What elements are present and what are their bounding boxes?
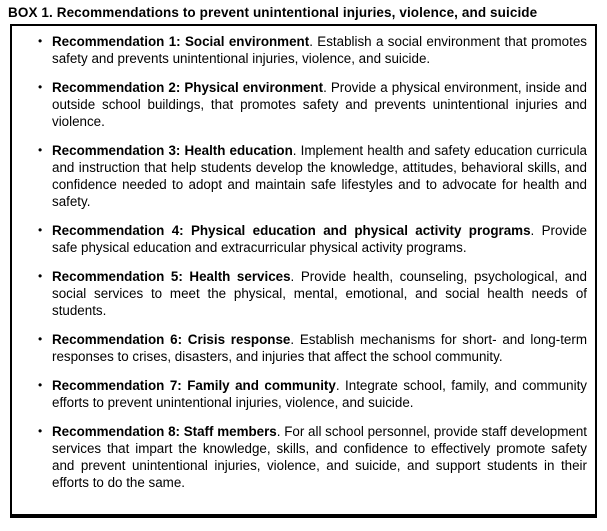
recommendation-heading: Recommendation 4: Physical education and physical activity programs [52, 223, 531, 238]
recommendation-item-3 [38, 142, 587, 210]
recommendation-item-7 [38, 377, 587, 411]
bullet-icon: • [38, 223, 43, 237]
recommendation-item-6 [38, 331, 587, 365]
recommendation-text [52, 33, 587, 67]
recommendation-text [52, 268, 587, 319]
bullet-icon: • [38, 424, 43, 438]
recommendation-heading: Recommendation 5: Health services [52, 269, 291, 284]
recommendation-body: . Implement health and safety education curricula and instruction that help students develop the knowledge, attitudes, behavioral skills, and confidence needed to adopt and maintain safe lifestyles and to advocate for health and safety. [52, 143, 587, 209]
recommendation-body: . Provide safe physical education and extracurricular physical activity programs. [52, 223, 587, 255]
recommendation-body: . Provide health, counseling, psychological, and social services to meet the physical, mental, emotional, and social health needs of students. [52, 269, 587, 318]
recommendation-text [52, 331, 587, 365]
recommendation-item-4 [38, 222, 587, 256]
recommendation-text [52, 222, 587, 256]
bullet-icon: • [38, 143, 43, 157]
bullet-icon: • [38, 269, 43, 283]
recommendation-item-8 [38, 423, 587, 491]
recommendation-heading: Recommendation 8: Staff members [52, 424, 277, 439]
recommendation-item-5 [38, 268, 587, 319]
recommendations-box [10, 24, 597, 518]
bullet-icon: • [38, 332, 43, 346]
recommendation-heading: Recommendation 6: Crisis response [52, 332, 291, 347]
recommendation-heading: Recommendation 2: Physical environment [52, 80, 324, 95]
recommendation-item-1 [38, 33, 587, 67]
recommendation-text [52, 142, 587, 210]
recommendation-body: . Provide a physical environment, inside and outside school buildings, that promotes safety and prevents unintentional injuries and violence. [52, 80, 587, 129]
recommendation-body: . Establish mechanisms for short- and long-term responses to crises, disasters, and injuries that affect the school community. [52, 332, 587, 364]
recommendations-list [38, 33, 587, 491]
recommendation-text [52, 423, 587, 491]
bullet-icon: • [38, 378, 43, 392]
recommendation-item-2 [38, 79, 587, 130]
bullet-icon: • [38, 80, 43, 94]
recommendation-heading: Recommendation 3: Health education [52, 143, 293, 158]
recommendation-text [52, 79, 587, 130]
recommendation-body: . Establish a social environment that promotes safety and prevents unintentional injuries, violence, and suicide. [52, 34, 587, 66]
recommendation-body: . For all school personnel, provide staff development services that impart the knowledge, skills, and confidence to effectively promote safety and prevent unintentional injuries, violence, and suicide, and support students in their efforts to do the same. [52, 424, 587, 490]
bullet-icon: • [38, 34, 43, 48]
recommendation-heading: Recommendation 1: Social environment [52, 34, 310, 49]
box-title: BOX 1. Recommendations to prevent unintentional injuries, violence, and suicide [8, 5, 538, 20]
recommendation-body: . Integrate school, family, and community efforts to prevent unintentional injuries, violence, and suicide. [52, 378, 587, 410]
recommendation-text [52, 377, 587, 411]
recommendation-heading: Recommendation 7: Family and community [52, 378, 336, 393]
